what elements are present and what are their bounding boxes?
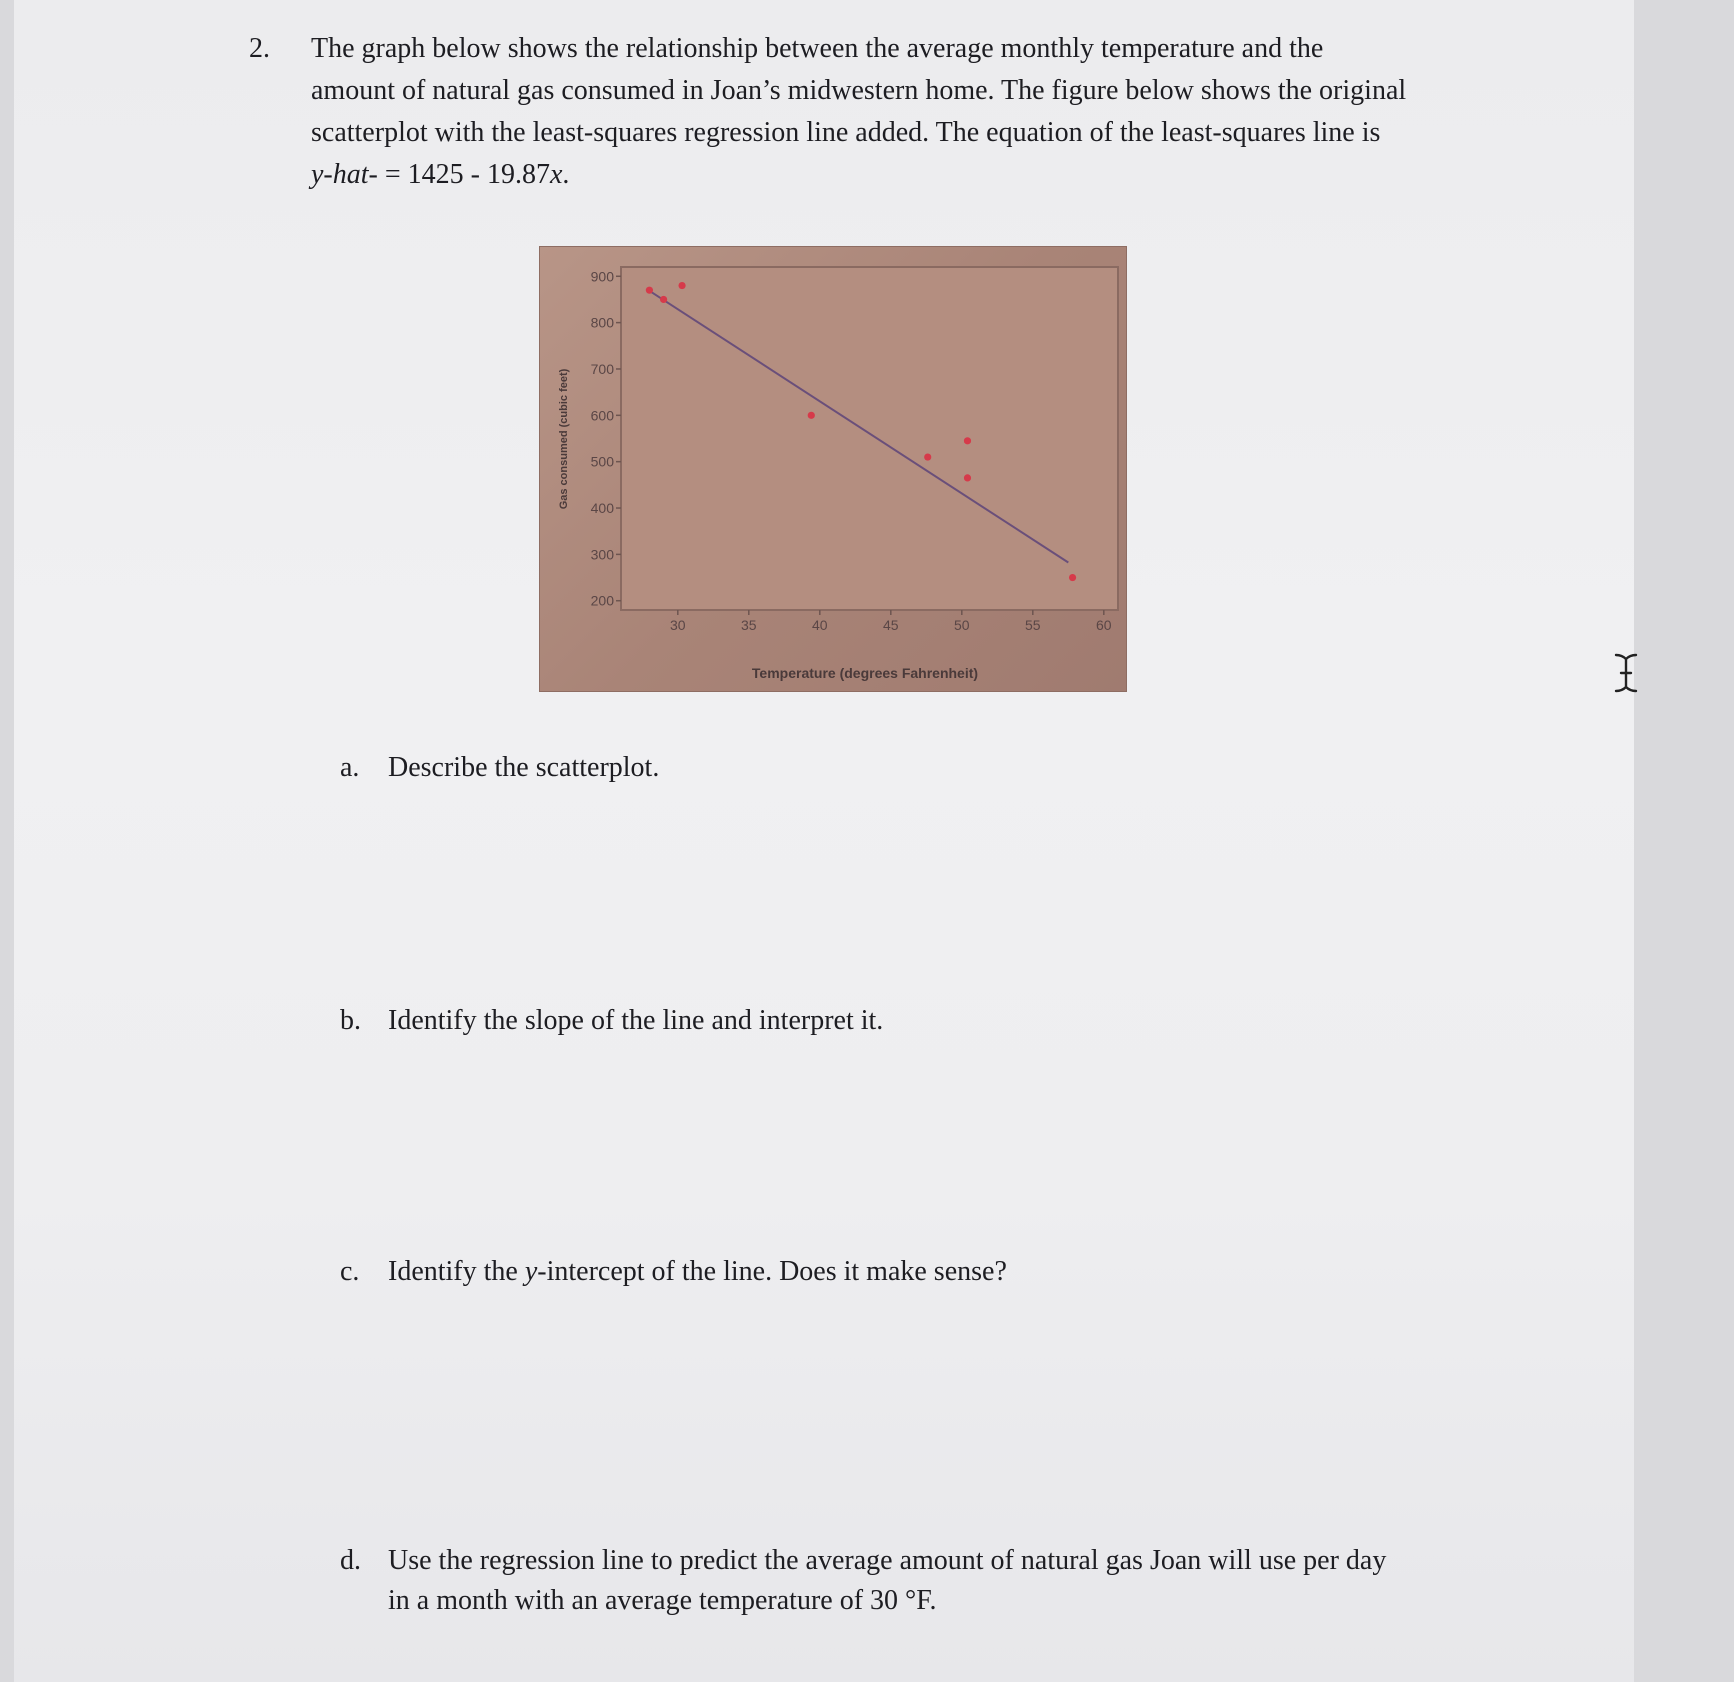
x-axis-label: Temperature (degrees Fahrenheit) — [751, 665, 979, 681]
part-d-text — [388, 1541, 1386, 1621]
part-d-line-2: in a month with an average temperature of 30 °F. — [388, 1585, 937, 1616]
regression-equation — [311, 154, 1489, 196]
y-tick-label: 700 — [590, 360, 614, 377]
equation-x: x — [549, 159, 563, 190]
x-tick-label: 55 — [1025, 617, 1041, 633]
part-c-text — [388, 1252, 1007, 1292]
question-text — [311, 28, 1489, 196]
equation-rest: = 1425 - 19.87 — [377, 159, 550, 190]
equation-yhat: y-hat- — [311, 159, 378, 190]
question-line-3: scatterplot with the least-squares regression line added. The equation of the least-squares line is — [311, 117, 1381, 148]
part-a-text: Describe the scatterplot. — [388, 752, 660, 783]
x-tick-label: 45 — [883, 617, 899, 633]
data-point — [1069, 574, 1076, 581]
part-a-letter: a. — [340, 752, 360, 783]
part-d-line-1: Use the regression line to predict the average amount of natural gas Joan will use per day — [388, 1545, 1387, 1576]
equation-end: . — [562, 159, 570, 190]
part-c-text-before: Identify the — [388, 1256, 525, 1287]
data-point — [964, 474, 971, 481]
scatterplot-figure — [540, 247, 1126, 691]
y-tick-label: 200 — [590, 592, 614, 609]
data-point — [924, 453, 931, 460]
x-tick-label: 50 — [954, 617, 970, 633]
y-tick-label: 600 — [590, 407, 614, 424]
data-point — [964, 437, 971, 444]
part-b-letter: b. — [340, 1005, 361, 1036]
x-tick-label: 35 — [741, 617, 757, 633]
worksheet-page — [14, 0, 1634, 1682]
y-tick-label: 900 — [590, 268, 614, 285]
y-axis-label: Gas consumed (cubic feet) — [558, 368, 570, 510]
question-line-2: amount of natural gas consumed in Joan’s midwestern home. The figure below shows the original — [311, 75, 1407, 106]
plot-area — [621, 267, 1118, 610]
x-tick-label: 40 — [812, 617, 828, 633]
text-cursor-icon — [1612, 652, 1640, 694]
question-line-1: The graph below shows the relationship between the average monthly temperature and the — [311, 33, 1324, 64]
y-tick-label: 300 — [590, 546, 614, 563]
part-c-variable: y — [524, 1256, 538, 1287]
x-tick-label: 60 — [1096, 617, 1112, 633]
question-number: 2. — [249, 33, 270, 64]
data-point — [660, 296, 667, 303]
scatterplot-chart — [540, 247, 1126, 691]
part-c-letter: c. — [340, 1256, 360, 1287]
data-point — [678, 282, 685, 289]
data-point — [646, 287, 653, 294]
question-2 — [249, 28, 1489, 196]
part-c-text-after: -intercept of the line. Does it make sense? — [537, 1256, 1007, 1287]
y-tick-label: 500 — [590, 453, 614, 470]
y-tick-label: 400 — [590, 500, 614, 517]
part-d-letter: d. — [340, 1545, 361, 1576]
x-tick-label: 30 — [670, 617, 686, 633]
data-point — [808, 412, 815, 419]
part-b-text: Identify the slope of the line and interpret it. — [388, 1005, 884, 1036]
y-tick-label: 800 — [590, 314, 614, 331]
